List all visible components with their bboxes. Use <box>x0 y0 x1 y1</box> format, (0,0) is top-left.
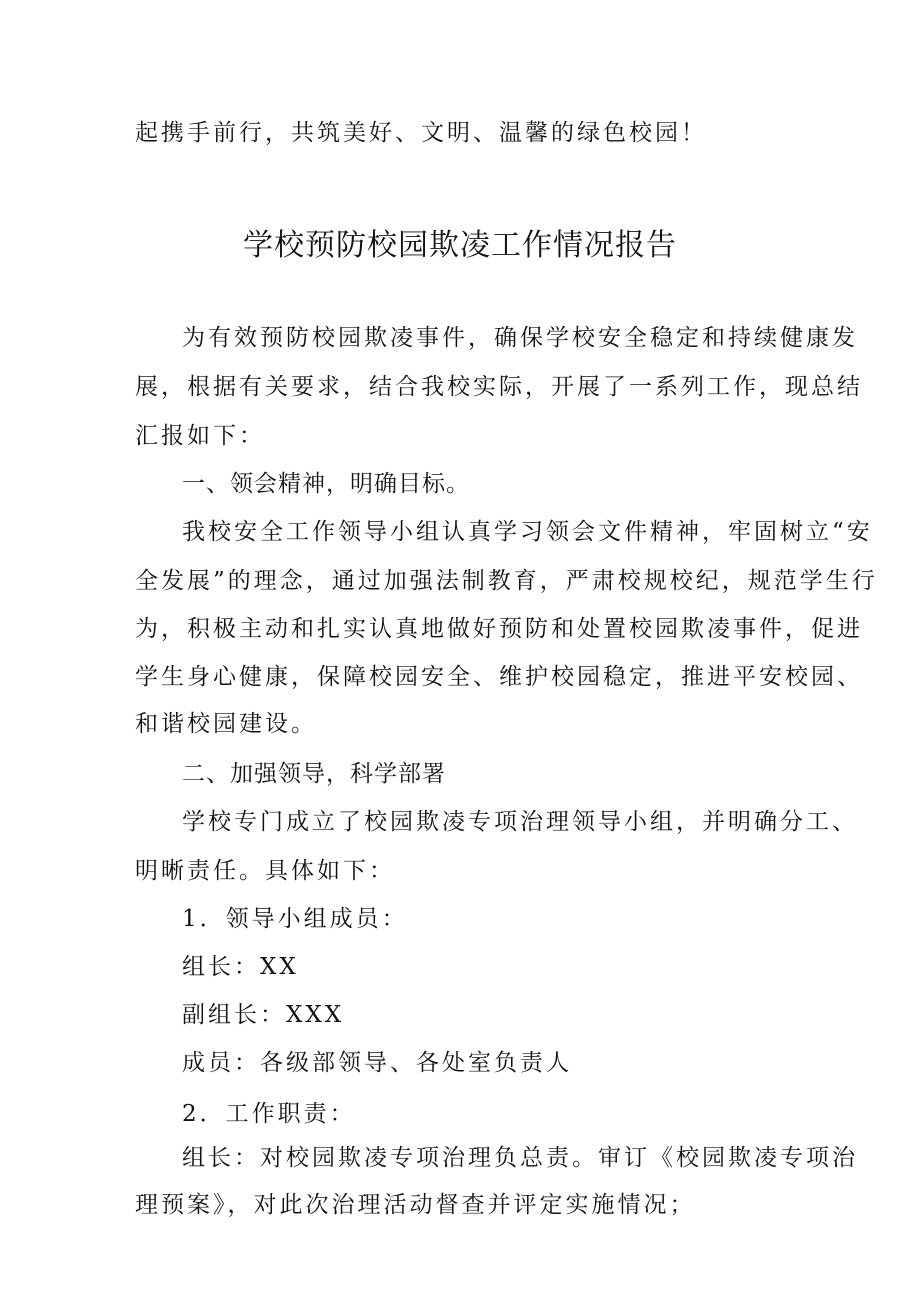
section-2-line-2: 明晰责任。具体如下： <box>135 858 395 884</box>
section-1-line-5: 和谐校园建设。 <box>135 711 317 737</box>
section-2-heading: 二、加强领导，科学部署 <box>182 761 446 787</box>
duties-heading: 2．工作职责： <box>182 1101 356 1127</box>
members-heading: 1．领导小组成员： <box>182 906 408 932</box>
intro-line-3: 汇报如下： <box>135 423 265 449</box>
intro-line-2: 展，根据有关要求，结合我校实际，开展了一系列工作，现总结 <box>135 374 863 400</box>
intro-line-1: 为有效预防校园欺凌事件，确保学校安全稳定和持续健康发 <box>182 325 858 351</box>
section-1-line-4: 学生身心健康，保障校园安全、维护校园稳定，推进平安校园、 <box>135 664 863 690</box>
section-2-line-1: 学校专门成立了校园欺凌专项治理领导小组，并明确分工、 <box>182 809 858 835</box>
section-1-line-1: 我校安全工作领导小组认真学习领会文件精神，牢固树立“安 <box>182 519 873 545</box>
section-1-line-2: 全发展”的理念，通过加强法制教育，严肃校规校纪，规范学生行 <box>135 568 878 594</box>
members-line: 成员：各级部领导、各处室负责人 <box>182 1050 572 1076</box>
duty-line-2: 理预案》，对此次治理活动督查并评定实施情况； <box>135 1192 696 1218</box>
leader-line: 组长：XX <box>182 954 299 980</box>
section-1-line-3: 为，积极主动和扎实认真地做好预防和处置校园欺凌事件，促进 <box>135 616 863 642</box>
section-1-heading: 一、领会精神，明确目标。 <box>182 471 470 497</box>
duty-line-1: 组长：对校园欺凌专项治理负总责。审订《校园欺凌专项治 <box>182 1145 858 1171</box>
page-title: 学校预防校园欺凌工作情况报告 <box>243 228 677 263</box>
deputy-line: 副组长：XXX <box>182 1002 345 1028</box>
carryover-line: 起携手前行，共筑美好、文明、温馨的绿色校园！ <box>135 120 707 146</box>
